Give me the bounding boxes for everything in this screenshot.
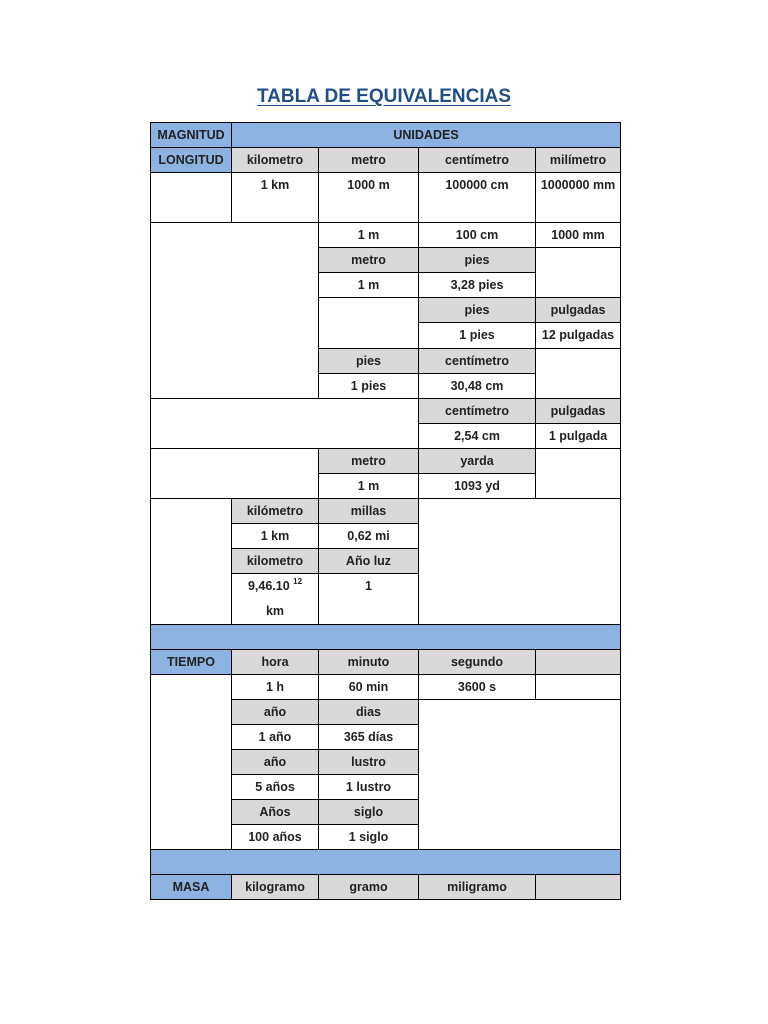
table-cell: centímetro [419, 349, 536, 374]
table-cell: hora [232, 650, 319, 675]
table-cell: 30,48 cm [419, 374, 536, 399]
separator-cell [151, 625, 621, 650]
empty-cell [151, 675, 232, 850]
km-unit: km [265, 604, 285, 618]
empty-cell [536, 875, 621, 900]
table-cell: 3600 s [419, 675, 536, 700]
header-row [151, 123, 621, 148]
table-row [151, 875, 621, 900]
table-cell: Año luz [319, 549, 419, 574]
table-cell: segundo [419, 650, 536, 675]
table-cell: 1 m [319, 474, 419, 499]
empty-cell [319, 298, 419, 349]
table-cell: 1000 m [319, 173, 419, 223]
table-cell: pies [419, 298, 536, 323]
table-cell: metro [319, 449, 419, 474]
table-cell: siglo [319, 800, 419, 825]
table-cell: 365 días [319, 725, 419, 750]
table-cell: 1 siglo [319, 825, 419, 850]
table-cell: 1 m [319, 273, 419, 298]
table-cell: 1000000 mm [536, 173, 621, 223]
empty-cell [151, 399, 419, 449]
empty-cell [151, 173, 232, 223]
separator-row [151, 625, 621, 650]
longitud-label: LONGITUD [151, 148, 232, 173]
table-cell: año [232, 700, 319, 725]
km-exponent: 12 [293, 577, 303, 586]
table-cell: centímetro [419, 148, 536, 173]
table-cell: 1 km [232, 524, 319, 549]
table-cell: metro [319, 148, 419, 173]
table-cell: lustro [319, 750, 419, 775]
table-cell: 1 pies [419, 323, 536, 349]
empty-cell [536, 248, 621, 298]
table-cell: pies [419, 248, 536, 273]
table-cell: 100 cm [419, 223, 536, 248]
light-year-km-cell [232, 574, 319, 625]
table-cell: kilometro [232, 549, 319, 574]
table-row [151, 449, 621, 474]
equivalence-table [150, 122, 621, 900]
table-cell: pulgadas [536, 399, 621, 424]
table-cell: 1 [319, 574, 419, 625]
table-cell: millas [319, 499, 419, 524]
unidades-header: UNIDADES [232, 123, 621, 148]
table-cell: miligramo [419, 875, 536, 900]
table-cell: 1 h [232, 675, 319, 700]
table-cell: 1000 mm [536, 223, 621, 248]
table-cell: gramo [319, 875, 419, 900]
empty-cell [151, 449, 319, 499]
km-base: 9,46.10 [247, 579, 290, 593]
table-cell: minuto [319, 650, 419, 675]
table-cell: pulgadas [536, 298, 621, 323]
separator-cell [151, 850, 621, 875]
table-cell: Años [232, 800, 319, 825]
table-row [151, 173, 621, 223]
tiempo-label: TIEMPO [151, 650, 232, 675]
table-cell: yarda [419, 449, 536, 474]
table-cell: kilometro [232, 148, 319, 173]
table-row [151, 650, 621, 675]
empty-cell [536, 675, 621, 700]
empty-cell [419, 700, 621, 850]
table-row [151, 399, 621, 424]
separator-row [151, 850, 621, 875]
table-cell: kilogramo [232, 875, 319, 900]
table-cell: 1 m [319, 223, 419, 248]
table-row [151, 675, 621, 700]
table-cell: 1 lustro [319, 775, 419, 800]
table-cell: milímetro [536, 148, 621, 173]
table-cell: 100 años [232, 825, 319, 850]
table-cell: kilómetro [232, 499, 319, 524]
table-cell: dias [319, 700, 419, 725]
table-row [151, 499, 621, 524]
table-cell: 1 pies [319, 374, 419, 399]
table-cell: 2,54 cm [419, 424, 536, 449]
table-row [151, 223, 621, 248]
table-cell: centímetro [419, 399, 536, 424]
empty-cell [419, 499, 621, 625]
empty-cell [536, 449, 621, 499]
table-cell: pies [319, 349, 419, 374]
table-cell: 5 años [232, 775, 319, 800]
empty-cell [536, 349, 621, 399]
table-cell: 60 min [319, 675, 419, 700]
empty-cell [151, 499, 232, 625]
table-cell: 0,62 mi [319, 524, 419, 549]
table-cell: 100000 cm [419, 173, 536, 223]
magnitud-header: MAGNITUD [151, 123, 232, 148]
table-cell: 3,28 pies [419, 273, 536, 298]
table-cell: año [232, 750, 319, 775]
table-cell: 1 año [232, 725, 319, 750]
empty-cell [536, 650, 621, 675]
table-cell: 1 pulgada [536, 424, 621, 449]
table-cell: metro [319, 248, 419, 273]
page-title: TABLA DE EQUIVALENCIAS [256, 86, 512, 107]
empty-cell [151, 223, 319, 399]
table-cell: 1 km [232, 173, 319, 223]
masa-label: MASA [151, 875, 232, 900]
table-row [151, 148, 621, 173]
table-cell: 1093 yd [419, 474, 536, 499]
table-cell: 12 pulgadas [536, 323, 621, 349]
